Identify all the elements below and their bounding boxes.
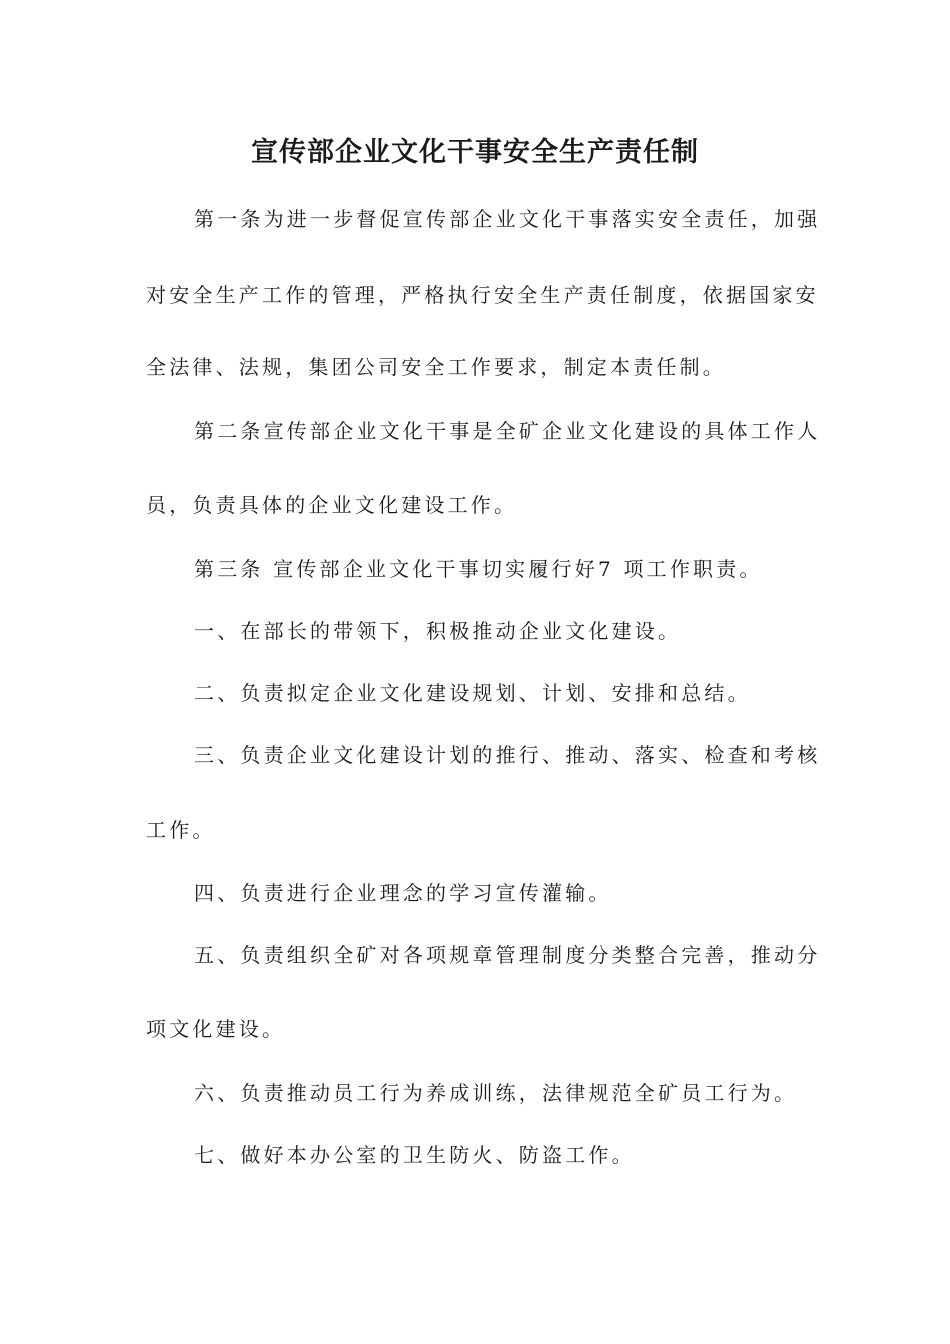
duty-6-line: 六、负责推动员工行为养成训练，法律规范全矿员工行为。 xyxy=(194,1081,798,1105)
duty-4-line: 四、负责进行企业理念的学习宣传灌输。 xyxy=(194,881,612,905)
duty-3-line-2: 工作。 xyxy=(146,818,216,842)
duty-1-line: 一、在部长的带领下，积极推动企业文化建设。 xyxy=(194,619,682,643)
article-1-line-1: 第一条为进一步督促宣传部企业文化干事落实安全责任，加强 xyxy=(194,207,821,231)
duty-2-line: 二、负责拟定企业文化建设规划、计划、安排和总结。 xyxy=(194,681,751,705)
duty-3-line-1: 三、负责企业文化建设计划的推行、推动、落实、检查和考核 xyxy=(194,743,821,767)
duty-5-line-2: 项文化建设。 xyxy=(146,1017,286,1041)
duty-5-line-1: 五、负责组织全矿对各项规章管理制度分类整合完善，推动分 xyxy=(194,943,821,967)
article-3-line: 第三条 宣传部企业文化干事切实履行好7 项工作职责。 xyxy=(194,557,763,581)
article-2-line-2: 员，负责具体的企业文化建设工作。 xyxy=(146,493,518,517)
article-2-line-1: 第二条宣传部企业文化干事是全矿企业文化建设的具体工作人 xyxy=(194,419,821,443)
duty-7-line: 七、做好本办公室的卫生防火、防盗工作。 xyxy=(194,1143,635,1167)
document-title: 宣传部企业文化干事安全生产责任制 xyxy=(251,137,699,168)
article-1-line-2: 对安全生产工作的管理，严格执行安全生产责任制度，依据国家安 xyxy=(146,283,819,307)
article-1-line-3: 全法律、法规，集团公司安全工作要求，制定本责任制。 xyxy=(146,355,726,379)
